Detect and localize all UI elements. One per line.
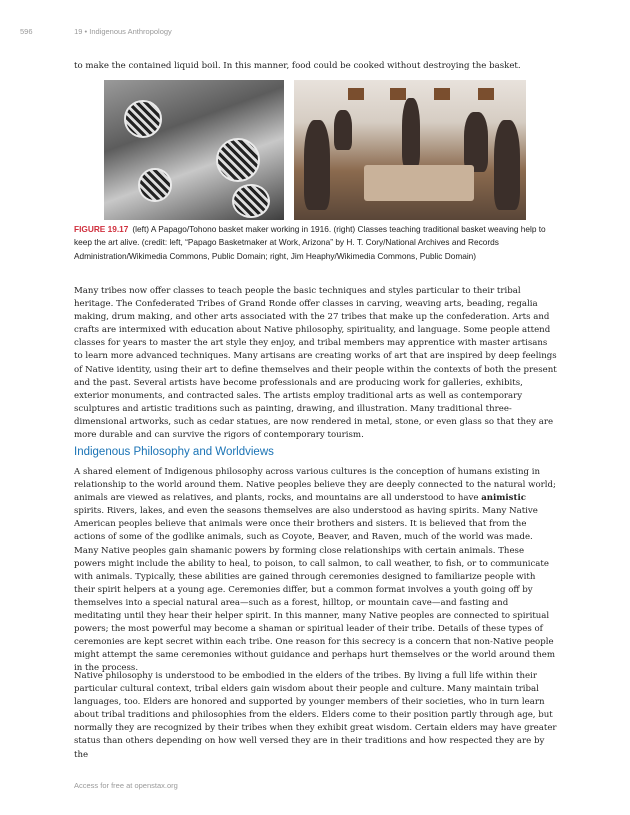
paragraph-tribal-classes: Many tribes now offer classes to teach people the basic techniques and styles particular to their tribal heritage. The Confederated Tribes of Grand Ronde offer classes in carving, weaving arts, beading, regalia making, drum making, and other arts associated with the 27 tribes that make up the confederation. Arts and crafts are intermixed with education about Native philosophy, spirituality, and language. Some people attend classes for years to master the art style they enjoy, and tribal members may apprentice with master artisans to learn more advanced techniques. Many artisans are creating works of art that are inspired by deep feelings of Native identity, using their art to define themselves and their people within the contexts of both the present and the past. Several artists have become professionals and are producing work for galleries, exhibits, exterior monuments, and contracted sales. The artists employ traditional arts as well as contemporary sculptures and artistic traditions such as painting, drawing, and illustration. Many traditional three-dimensional artworks, such as cedar statues, are now rendered in metal, stone, or even glass so that they are more durable and can survive the rigors of contemporary tourism.: [74, 286, 557, 441]
page-number: 596: [20, 27, 33, 36]
weaving-class-photo: [294, 80, 526, 220]
section-heading: Indigenous Philosophy and Worldviews: [74, 446, 274, 458]
paragraph-philosophy-part-1: A shared element of Indigenous philosophy across various cultures is the conception of humans existing in relationship to the world around them. Native peoples believe they are deeply connected to the natural world; animals are viewed as relatives, and plants, rocks, and mountains are all understood to have: [74, 467, 556, 504]
term-animistic: animistic: [481, 493, 526, 504]
paragraph-elders: Native philosophy is understood to be embodied in the elders of the tribes. By living a full life within their particular cultural context, tribal elders gain wisdom about their people and culture. Many maintain tribal languages, too. Elders are honored and supported by younger members of their societies, who in turn learn about tribal traditions and philosophies from the elders. Elders come to their position partly through age, but normally they are recognized by their tribes when they exhibit great wisdom. Certain elders may have greater status than others depending on how well versed they are in their traditions and how respected they are by the: [74, 671, 557, 760]
intro-line: to make the contained liquid boil. In this manner, food could be cooked without destroying the basket.: [74, 61, 521, 71]
basket-maker-photo: [104, 80, 284, 220]
figure-19-17: [104, 80, 526, 220]
running-header: [20, 27, 172, 36]
chapter-title: 19 • Indigenous Anthropology: [74, 27, 172, 36]
paragraph-philosophy: [74, 466, 558, 676]
figure-caption: [74, 223, 558, 263]
figure-caption-text: (left) A Papago/Tohono basket maker working in 1916. (right) Classes teaching traditional basket weaving help to keep the art alive. (credit: left, “Papago Basketmaker at Work, Arizona” by H. T. Cory/National Archives and Records Administration/Wikimedia Commons, Public Domain; right, Jim Heaphy/Wikimedia Commons, Public Domain): [74, 224, 546, 261]
figure-label: FIGURE 19.17: [74, 224, 129, 234]
footer-link[interactable]: Access for free at openstax.org: [74, 781, 178, 790]
paragraph-philosophy-part-2: spirits. Rivers, lakes, and even the seasons themselves are also understood as having spirits. Many Native American peoples believe that animals were once their brothers and sisters. It is believed that from the actions of some of the godlike animals, such as Coyote, Beaver, and Raven, much of the world was made. Many Native peoples gain shamanic powers by forming close relationships with certain animals. These powers might include the ability to heal, to poison, to call salmon, to call weather, to fish, or to communicate with animals. Typically, these abilities are gained through ceremonies designed to familiarize people with their spirit helpers at a young age. Ceremonies differ, but a common format involves a youth going off by themselves into a special natural area—such as a forest, hilltop, or mountain cave—and fasting and meditating until they hear their helper spirit. In this manner, many Native peoples are connected to spiritual powers; the most powerful may become a shaman or spiritual leader of their tribe. Details of these types of ceremonies are kept secret within each tribe. One reason for this secrecy is a concern that non-Native people might attempt the same ceremonies without guidance and perhaps hurt themselves or the world around them in the process.: [74, 506, 556, 674]
